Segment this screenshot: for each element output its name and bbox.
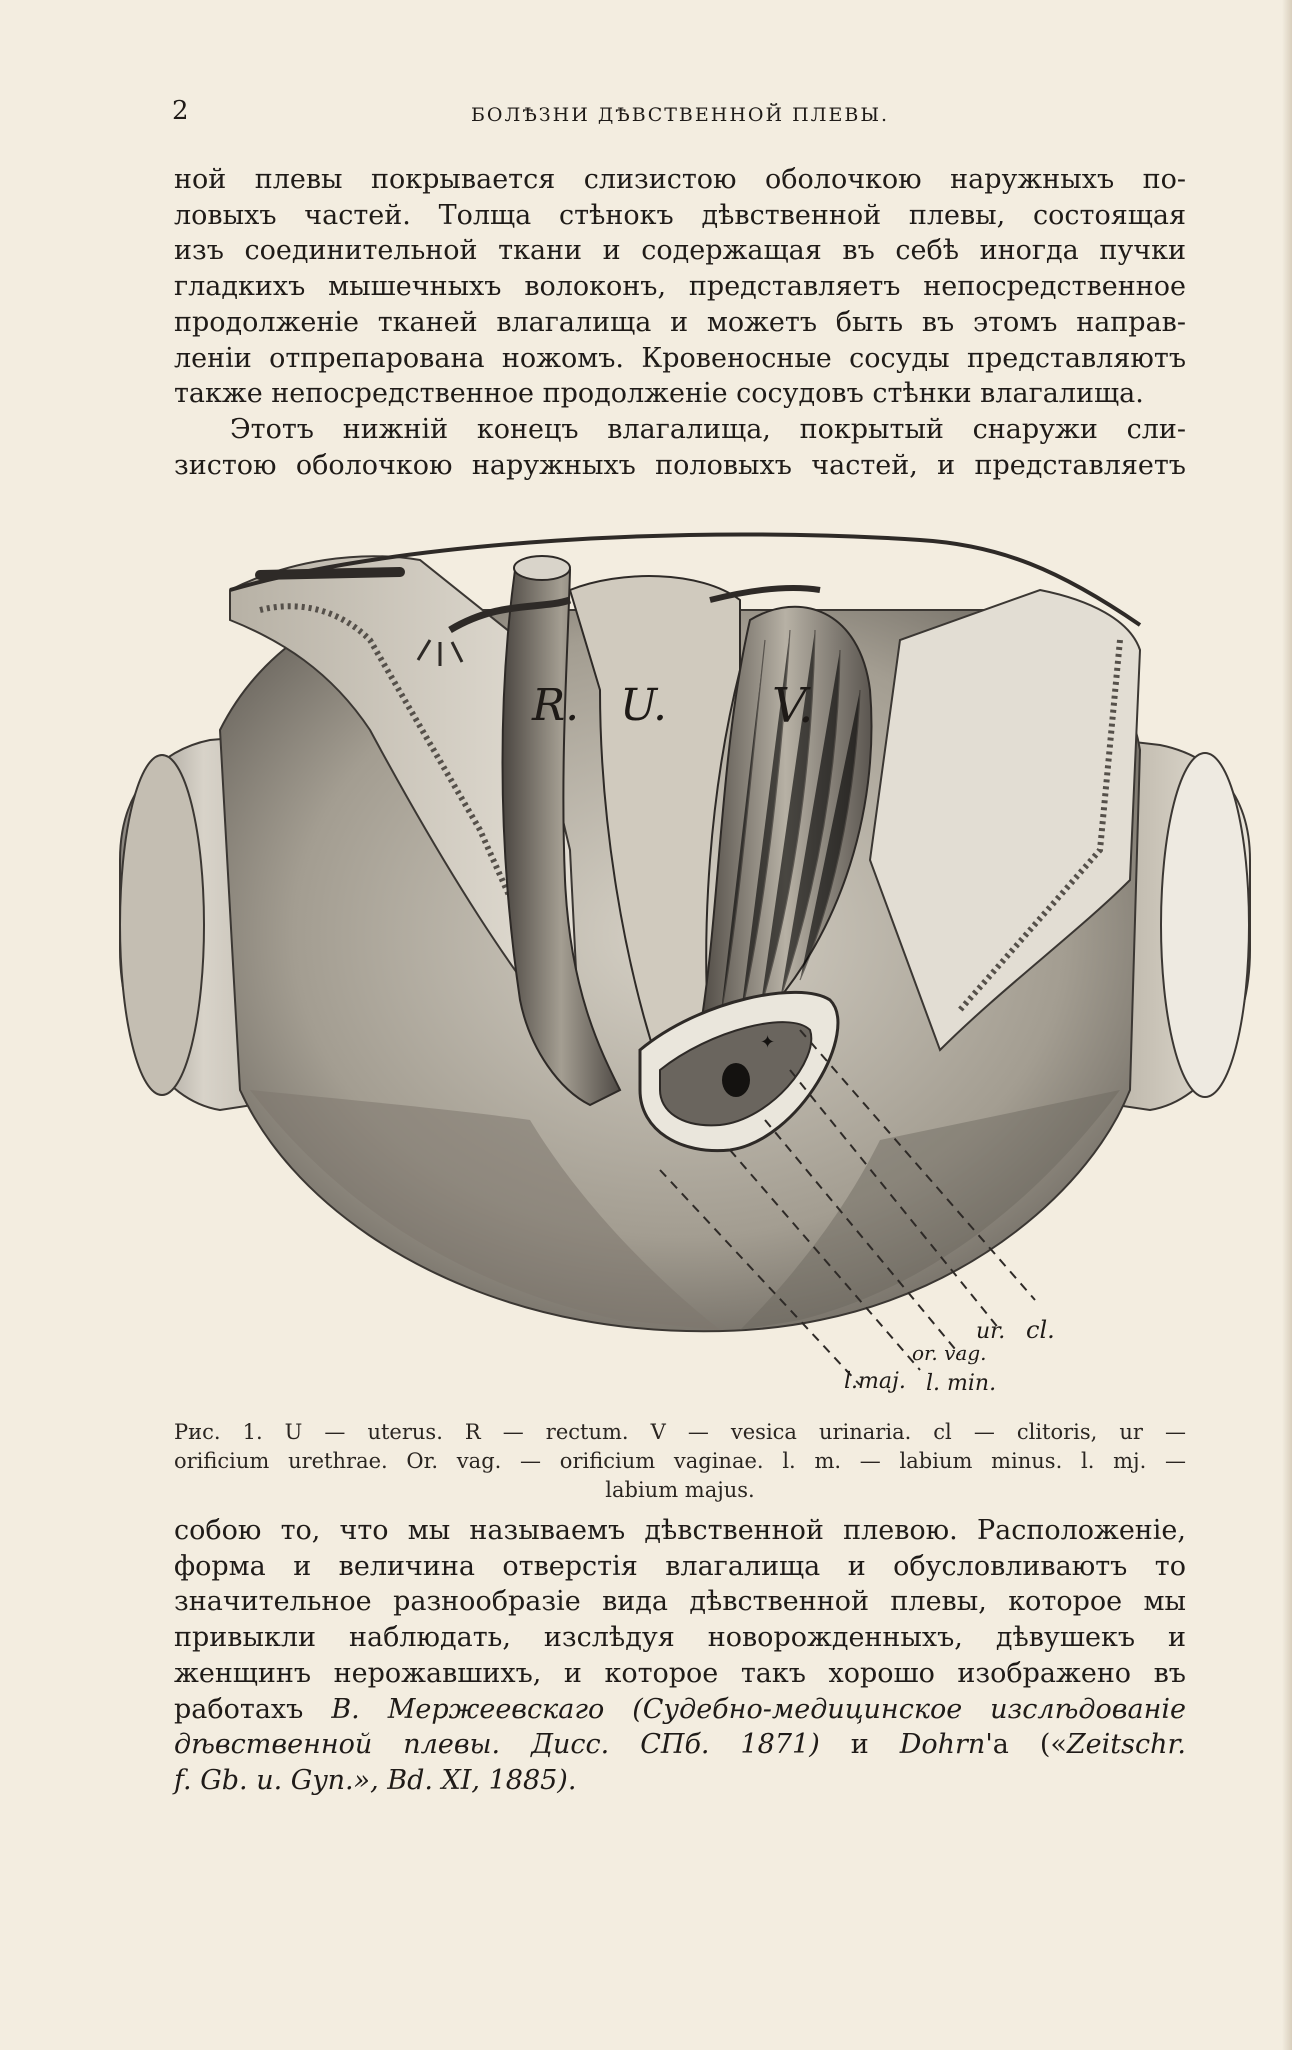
label-rectum: R. (532, 680, 580, 731)
label-or-vag: or. vag. (912, 1341, 987, 1365)
citation-author: В. Мержеевскаго (Судебно-медицинское изслѣдованіе (331, 1693, 1186, 1725)
text-line: леніи отпрепарована ножомъ. Кровеносные сосуды представляютъ (174, 342, 1186, 374)
text-line: собою то, что мы называемъ дѣвственной плевою. Расположеніе, (174, 1515, 1186, 1546)
label-l-min: l. min. (926, 1371, 997, 1396)
page-edge-shadow (1282, 0, 1292, 2050)
text-run: 'а (« (985, 1729, 1067, 1761)
text-line (174, 1727, 1186, 1763)
caption-line: orificium urethrae. Or. vag. — orificium vaginae. l. m. — labium minus. l. mj. — (174, 1449, 1186, 1473)
label-l-maj: l.maj. (844, 1369, 906, 1394)
label-ur: ur. (976, 1319, 1006, 1344)
text-line: зистою оболочкою наружныхъ половыхъ частей, и представляетъ (174, 449, 1186, 481)
anatomical-illustration (100, 530, 1260, 1410)
label-uterus: U. (620, 680, 668, 731)
figure-caption (174, 1418, 1186, 1505)
text-line: женщинъ нерожавшихъ, и которое такъ хорошо изображено въ (174, 1657, 1186, 1689)
body-text-top (174, 162, 1186, 483)
page-header (170, 96, 1190, 136)
body-text-bottom (174, 1513, 1186, 1799)
citation-author: Dohrn (899, 1729, 986, 1761)
text-line: f. Gb. u. Gyn.», Bd. XI, 1885). (174, 1764, 577, 1796)
page-number: 2 (172, 96, 189, 126)
text-line (174, 1692, 1186, 1728)
anatomy-drawing (100, 530, 1260, 1410)
text-line: Этотъ нижній конецъ влагалища, покрытый снаружи сли- (230, 413, 1186, 445)
text-line: значительное разнообразіе вида дѣвственной плевы, которое мы (174, 1586, 1186, 1618)
text-line: ловыхъ частей. Толща стѣнокъ дѣвственной плевы, состоящая (174, 199, 1186, 231)
text-line: привыкли наблюдать, изслѣдуя новорожденныхъ, дѣвушекъ и (174, 1622, 1186, 1654)
text-line: также непосредственное продолженіе сосудовъ стѣнки влагалища. (174, 378, 1144, 410)
running-title: БОЛѢЗНИ ДѢВСТВЕННОЙ ПЛЕВЫ. (470, 104, 890, 126)
text-line: изъ соединительной ткани и содержащая въ себѣ иногда пучки (174, 235, 1186, 267)
caption-line: labium majus. (605, 1478, 755, 1502)
label-cl: cl. (1026, 1316, 1055, 1344)
text-line: продолженіе тканей влагалища и можетъ быть въ этомъ направ- (174, 306, 1186, 338)
label-vesica: V. (772, 678, 814, 734)
text-run: работахъ (174, 1693, 332, 1725)
text-run: и (819, 1729, 900, 1761)
text-line: ной плевы покрывается слизистою оболочкою наружныхъ по- (174, 164, 1186, 195)
caption-line: Рис. 1. U — uterus. R — rectum. V — vesica urinaria. cl — clitoris, ur — (174, 1420, 1186, 1444)
citation-title: дѣвственной плевы. Дисс. СПб. 1871) (174, 1729, 820, 1761)
text-line: гладкихъ мышечныхъ волоконъ, представляетъ непосредственное (174, 271, 1186, 303)
citation-journal: Zeitschr. (1066, 1729, 1186, 1761)
svg-text:✦: ✦ (760, 1032, 776, 1053)
text-line: форма и величина отверстія влагалища и обусловливаютъ то (174, 1550, 1186, 1582)
